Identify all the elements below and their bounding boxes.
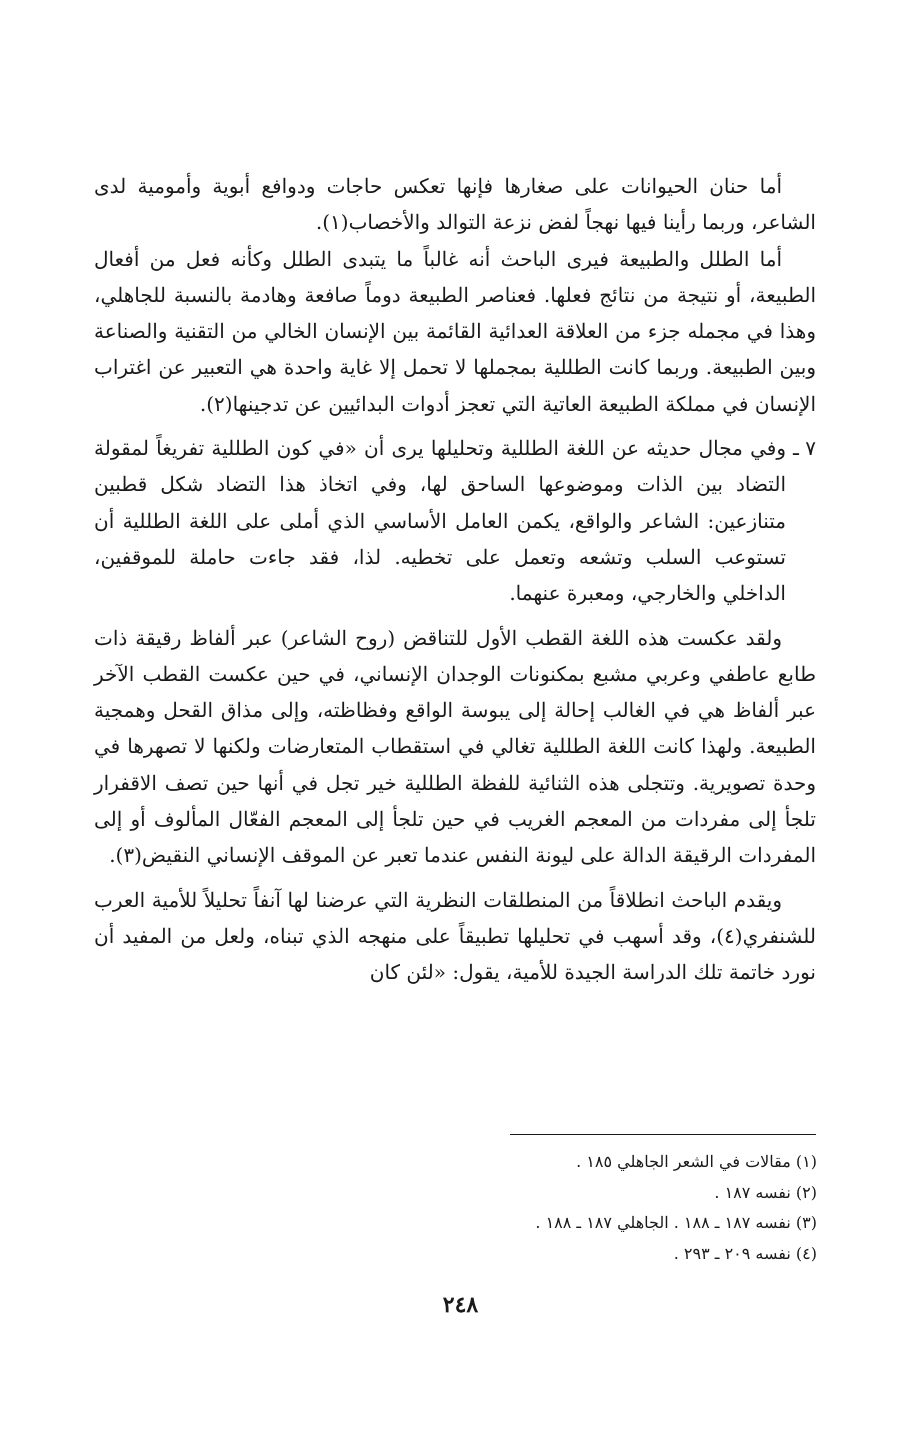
footnotes: [217, 1147, 817, 1269]
paragraph-ruins-nature: أما الطلل والطبيعة فيرى الباحث أنه غالباً ما يتبدى الطلل وكأنه فعل من أفعال الطبيعة، أو نتيجة من نتائج فعلها. فعناصر الطبيعة دوماً صافعة وهادمة بالنسبة للجاهلي، وهذا في مجمله جزء من العلاقة العدائية القائمة بين الإنسان الخالي من التقنية والصناعة وبين الطبيعة. وربما كانت الطللية بمجملها لا تحمل إلا غاية واحدة هي التعبير عن اغتراب الإنسان في مملكة الطبيعة العاتية التي تعجز أدوات البدائيين عن تدجينها(٢).: [94, 246, 816, 416]
footnote-3: (٣) نفسه ١٨٧ ـ ١٨٨ . الجاهلي ١٨٧ ـ ١٨٨ .: [535, 1213, 817, 1232]
footnote-2: (٢) نفسه ١٨٧ .: [714, 1182, 817, 1202]
footnote-4: (٤) نفسه ٢٠٩ ـ ٢٩٣ .: [673, 1243, 817, 1263]
page-number: ٢٤٨: [442, 1292, 479, 1318]
numbered-item-7: [94, 430, 816, 611]
footnote-separator: [510, 1134, 816, 1135]
page-body: [94, 168, 816, 991]
paragraph-animal-affection: أما حنان الحيوانات على صغارها فإنها تعكس حاجات ودوافع أبوية وأمومية لدى الشاعر، وربما رأينا فيها نهجاً لفض نزعة التوالد والأخصاب(١).: [94, 174, 816, 235]
footnote-1: (١) مقالات في الشعر الجاهلي ١٨٥ .: [576, 1152, 817, 1171]
item-text: وفي مجال حديثه عن اللغة الطللية وتحليلها يرى أن «في كون الطللية تفريغاً لمقولة التضاد بين الذات وموضوعها الساحق لها، وفي اتخاذ هذا التضاد شكل قطبين متنازعين: الشاعر والواقع، يكمن العامل الأساسي الذي أملى على اللغة الطللية أن تستوعب السلب وتشعه وتعمل على تخطيه. لذا، فقد جاءت حاملة للموقفين، الداخلي والخارجي، ومعبرة عنهما.: [94, 436, 787, 606]
paragraph-language-poles: ولقد عكست هذه اللغة القطب الأول للتناقض (روح الشاعر) عبر ألفاظ رقيقة ذات طابع عاطفي وعربي مشبع بمكنونات الوجدان الإنساني، في حين عكست القطب الآخر عبر ألفاظ هي في الغالب إحالة إلى يبوسة الواقع وفظاظته، وإلى مذاق القحل وهمجية الطبيعة. ولهذا كانت اللغة الطللية تغالي في استقطاب المتعارضات ولكنها لا تصهرها في وحدة تصويرية. وتتجلى هذه الثنائية للفظة الطللية خير تجل في أنها حين تصف الاقفرار تلجأ إلى مفردات من المعجم الغريب في حين تلجأ إلى المعجم الفعّال المألوف أو إلى المفردات الرقيقة الدالة على ليونة النفس عندما تعبر عن الموقف الإنساني النقيض(٣).: [94, 625, 816, 868]
paragraph-shanfara-analysis: ويقدم الباحث انطلاقاً من المنطلقات النظرية التي عرضنا لها آنفاً تحليلاً للأمية العرب للشنفري(٤)، وقد أسهب في تحليلها تطبيقاً على منهجه الذي تبناه، ولعل من المفيد أن نورد خاتمة تلك الدراسة الجيدة للأمية، يقول: «لئن كان: [94, 887, 816, 985]
item-number: ٧ ـ: [793, 436, 816, 461]
